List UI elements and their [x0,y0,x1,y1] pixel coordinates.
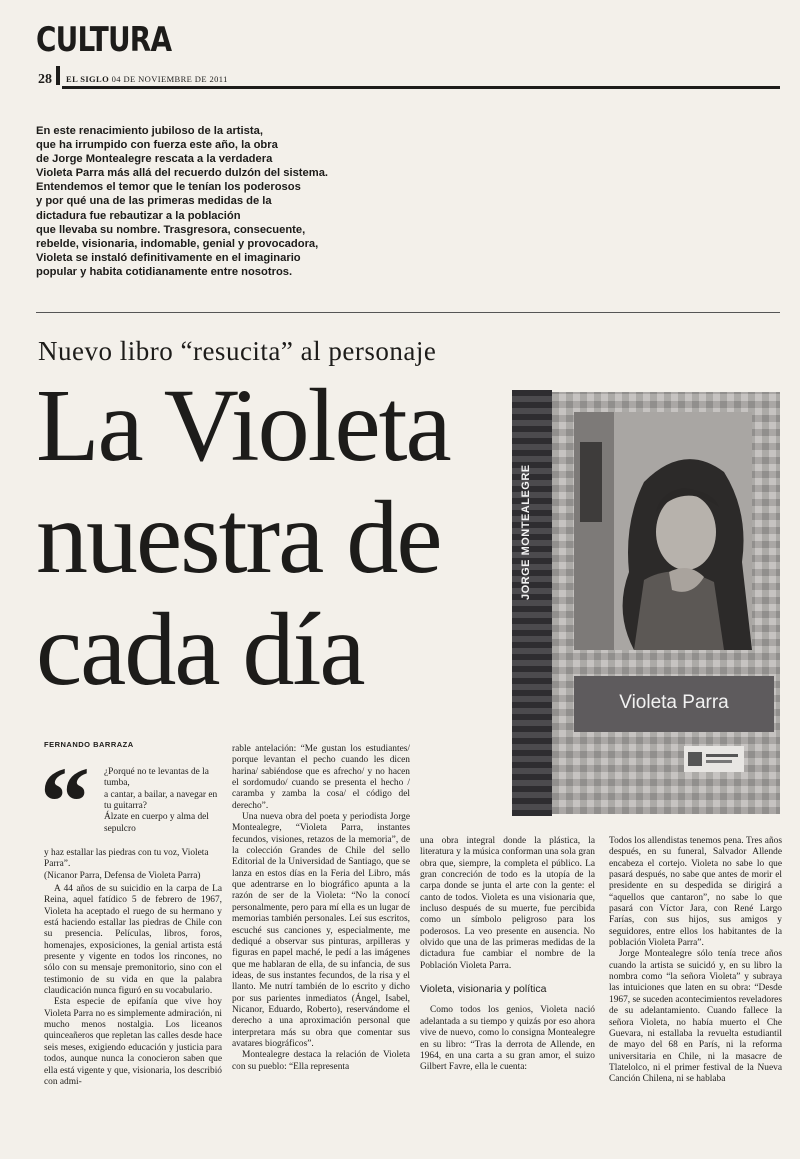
lead-line: Violeta se instaló definitivamente en el imaginario [36,251,301,264]
lead-paragraph [36,124,436,279]
headline [36,370,516,706]
book-author: JORGE MONTEALEGRE [520,464,532,600]
subheading: Violeta, visionaria y política [420,983,547,996]
quote-mark: “ [40,746,90,857]
lead-line: dictadura fue rebautizar a la población [36,209,241,222]
dateline [66,74,228,84]
portrait-photo-icon [574,412,752,650]
book-title: Violeta Parra [619,692,729,713]
body-paragraph: Una nueva obra del poeta y periodista Jorge Montealegre, “Violeta Parra, instantes fecundos, visiones, retazos de la memoria”, de la colección Grandes de Chile del sello Editorial de la Universidad de Santiago, que se lanza en estos días en la Feria del Libro, más que adentrarse en lo biográfico apunta a la razón de ser de la Violeta: “No la conocí personalmente, pero para mí ella es un lugar de memorias también personales. Leí sus escritos, escuché sus canciones y, especialmente, me dediqué a observar sus pinturas, arpilleras y figuras en papel maché, le pedí a las imágenes que me hablaran de ella, de su infancia, de sus ideas, de sus instantes fecundos, de la risa y el llanto. Me nutrí también de lo escrito y dicho por sus parientes inmediatos (Ángel, Isabel, Nicanor, Eduardo, Roberto), reservándome el derecho a una aproximación personal que interpretara más su obra que comentar sus avatares biográficos”. [232,812,410,1049]
body-paragraph: una obra integral donde la plástica, la literatura y la música conforman una sola gran obra que, siempre, la completa el público. La gran concreción de todo es la utopía de la carpa donde se junta el arte con la gente: el canto de todos. Violeta es una visionaria que, incluso después de su muerte, fue percibida como un símbolo peligroso para los poderosos. La veo presente en ausencia. No olvido que una de las primeras medidas de la dictadura fue cambiar el nombre de la Población Violeta Parra. [420,836,595,971]
epigraph [104,767,224,835]
epigraph-source: (Nicanor Parra, Defensa de Violeta Parra) [44,870,201,881]
page-number: 28 [38,72,52,87]
paper-name: EL SIGLO [66,74,110,84]
body-paragraph: Montealegre destaca la relación de Violeta con su pueblo: “Ella representa [232,1050,410,1072]
lead-line: que llevaba su nombre. Trasgresora, consecuente, [36,223,306,236]
lead-line: rebelde, visionaria, indomable, genial y provocadora, [36,237,319,250]
lead-line: En este renacimiento jubiloso de la artista, [36,125,263,137]
headline-line: La Violeta [36,368,450,483]
body-paragraph: Jorge Montealegre sólo tenía trece años cuando la artista se suicidó y, en su libro la nombra como “la señora Violeta” y subraya las intuiciones que laten en su obra: “Desde 1967, se suceden acontecimientos reveladores de su adelantamiento. Cuando fallece la señora Violeta, no había muerto el Che Guevara, ni estallaba la revuelta estudiantil de mayo del 68 en París, ni la reforma universitaria en Chile, ni la masacre de Tlatelolco, ni el primer festival de la Nueva Canción Chilena, ni se hablaba [609,949,782,1085]
section-divider [36,312,780,313]
body-column-3 [420,836,595,1074]
lead-line: popular y habita cotidianamente entre nosotros. [36,265,293,278]
issue-date: 04 DE NOVIEMBRE DE 2011 [111,74,228,84]
epigraph-tail [44,848,224,882]
epigraph-line: ¿Porqué no te levantas de la tumba, [104,767,209,789]
section-title: CULTURA [36,20,172,60]
body-column-4 [609,836,782,1086]
top-rule [62,86,780,89]
body-paragraph: rable antelación: “Me gustan los estudiantes/ porque levantan el pecho cuando les dicen harina/ sabiéndose que es afrecho/ y no hacen el sordomudo/ cuando se presenta el hecho / caramba y zamba la cosa/ el código del derecho”. [232,744,410,811]
body-column-1 [44,884,222,1088]
headline-line: nuestra de [36,480,441,595]
lead-line: de Jorge Montealegre rescata a la verdadera [36,153,273,166]
body-paragraph: A 44 años de su suicidio en la carpa de La Reina, aquel fatídico 5 de febrero de 1967, Violeta ha aceptado el ruego de su hermano y está haciendo estallar las piedras de Chile con su presencia. Películas, libros, foros, homenajes, exposiciones, la genial artista está presente y vigente en todos los rincones, no sólo con su mensaje premonitorio, sino con el testimonio de su vida en que la palabra claudicación nunca figuró en su vocabulario. [44,884,222,997]
body-column-2 [232,744,410,1073]
byline: FERNANDO BARRAZA [44,740,134,749]
publisher-logo-icon [684,746,744,772]
lead-line: que ha irrumpido con fuerza este año, la obra [36,139,278,152]
epigraph-line: Álzate en cuerpo y alma del sepulcro [104,812,209,834]
lead-line: Entendemos el temor que le tenían los poderosos [36,181,301,194]
lead-line: Violeta Parra más allá del recuerdo dulzón del sistema. [36,167,329,180]
body-paragraph: Esta especie de epifanía que vive hoy Violeta Parra no es simplemente admiración, ni mucho menos nostalgia. Los liceanos quinceañeros que repletan las calles desde hace seis meses, exigiendo educación y justicia para todos, aunque nunca la conocieron saben que ella está vigente y que, visionaria, los describió con admi- [44,997,222,1087]
epigraph-line: y haz estallar las piedras con tu voz, Violeta Parra”. [44,848,209,870]
kicker: Nuevo libro “resucita” al personaje [38,336,437,366]
headline-line: cada día [36,592,364,707]
body-paragraph: Todos los allendistas tenemos pena. Tres años después, en su funeral, Salvador Allende encabeza el cortejo. Violeta no sabe lo que pasará después, no sabe que antes de morir el presidente en su despedida se dirigirá a “aquellos que cantaron”, no sabe lo que pasará con Víctor Jara, con René Largo Farías, con sus hijos, sus amigos y seguidores, entre ellos los habitantes de la población Violeta Parra”. [609,836,782,949]
epigraph-line: a cantar, a bailar, a navegar en tu guitarra? [104,789,218,812]
body-paragraph: Como todos los genios, Violeta nació adelantada a su tiempo y quizás por eso ahora vive de nuevo, como lo consigna Montealegre en su libro: “Tras la derrota de Allende, en 1964, en una carta a su gran amor, el suizo Gilbert Favre, ella le cuenta: [420,1005,595,1073]
lead-line: y por qué una de las primeras medidas de la [36,195,272,208]
folio-bar [56,66,60,85]
